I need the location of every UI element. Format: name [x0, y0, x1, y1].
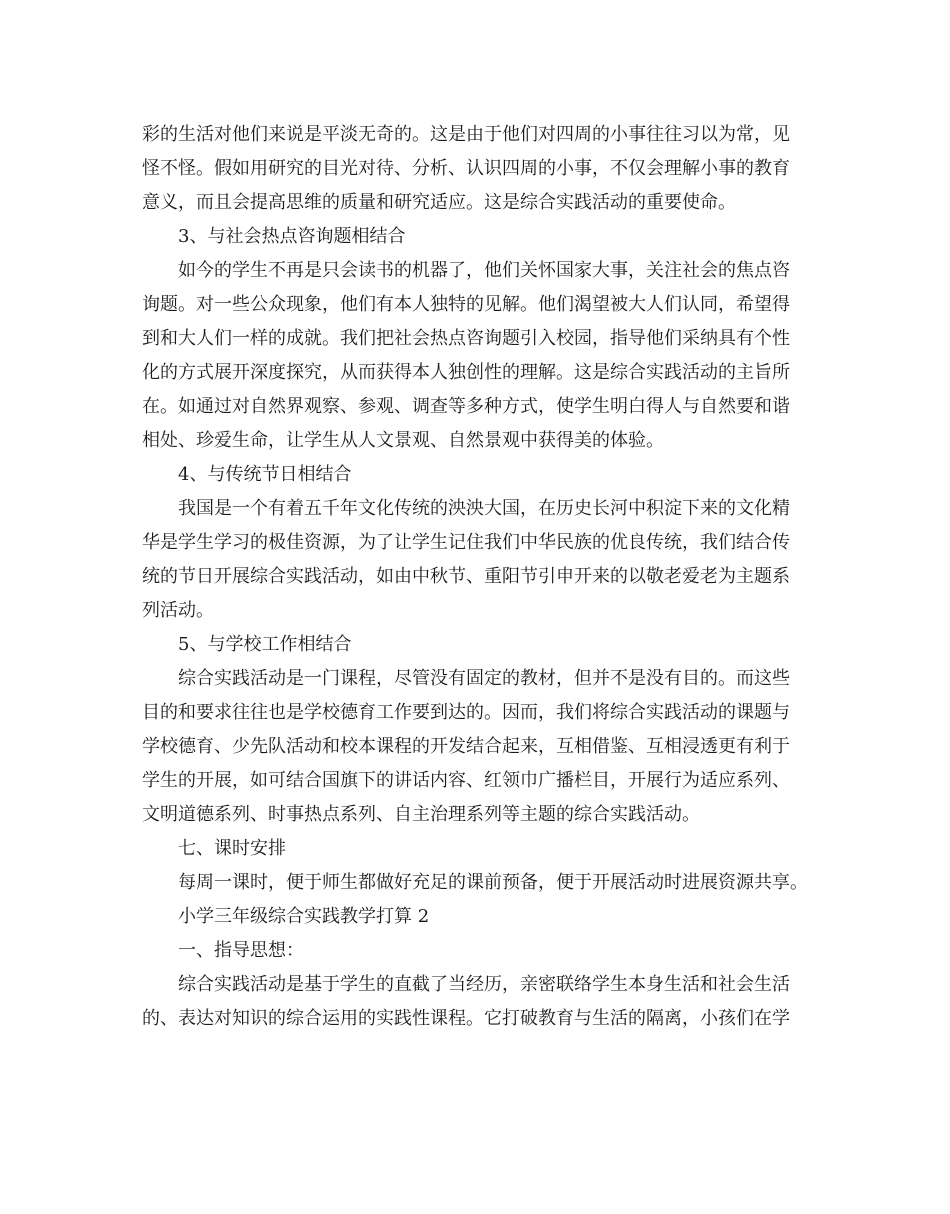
section-heading: 4、与传统节日相结合 [178, 464, 352, 485]
text-line: 化的方式展开深度探究，从而获得本人独创性的理解。这是综合实践活动的主旨所 [142, 362, 790, 383]
text-line: 的、表达对知识的综合运用的实践性课程。它打破教育与生活的隔离，小孩们在学 [142, 1008, 790, 1029]
text-line: 相处、珍爱生命，让学生从人文景观、自然景观中获得美的体验。 [142, 430, 664, 451]
text-line: 彩的生活对他们来说是平淡无奇的。这是由于他们对四周的小事往往习以为常，见 [142, 124, 790, 145]
text-line: 在。如通过对自然界观察、参观、调查等多种方式，使学生明白得人与自然要和谐 [142, 396, 790, 417]
section-heading: 5、与学校工作相结合 [178, 634, 352, 655]
text-line: 询题。对一些公众现象，他们有本人独特的见解。他们渴望被大人们认同，希望得 [142, 294, 790, 315]
text-line: 统的节日开展综合实践活动，如由中秋节、重阳节引申开来的以敬老爱老为主题系 [142, 566, 790, 587]
section-heading: 一、指导思想： [178, 940, 304, 961]
text-line: 意义，而且会提高思维的质量和研究适应。这是综合实践活动的重要使命。 [142, 192, 736, 213]
document-title: 小学三年级综合实践教学打算 2 [178, 906, 430, 927]
text-line: 到和大人们一样的成就。我们把社会热点咨询题引入校园，指导他们采纳具有个性 [142, 328, 790, 349]
text-line: 华是学生学习的极佳资源，为了让学生记住我们中华民族的优良传统，我们结合传 [142, 532, 790, 553]
document-body [142, 118, 822, 1036]
text-line: 列活动。 [142, 600, 214, 621]
text-line: 文明道德系列、时事热点系列、自主治理系列等主题的综合实践活动。 [142, 804, 700, 825]
section-heading: 七、课时安排 [178, 838, 286, 859]
text-line: 综合实践活动是基于学生的直截了当经历，亲密联络学生本身生活和社会生活 [178, 974, 790, 995]
text-line: 学校德育、少先队活动和校本课程的开发结合起来，互相借鉴、互相浸透更有利于 [142, 736, 790, 757]
text-line: 每周一课时，便于师生都做好充足的课前预备，便于开展活动时进展资源共享。 [178, 872, 808, 893]
text-line: 学生的开展，如可结合国旗下的讲话内容、红领巾广播栏目，开展行为适应系列、 [142, 770, 790, 791]
text-line: 如今的学生不再是只会读书的机器了，他们关怀国家大事，关注社会的焦点咨 [178, 260, 790, 281]
text-line: 综合实践活动是一门课程，尽管没有固定的教材，但并不是没有目的。而这些 [178, 668, 790, 689]
section-heading: 3、与社会热点咨询题相结合 [178, 226, 406, 247]
text-line: 目的和要求往往也是学校德育工作要到达的。因而，我们将综合实践活动的课题与 [142, 702, 790, 723]
text-line: 我国是一个有着五千年文化传统的泱泱大国，在历史长河中积淀下来的文化精 [178, 498, 790, 519]
text-line: 怪不怪。假如用研究的目光对待、分析、认识四周的小事，不仅会理解小事的教育 [142, 158, 790, 179]
